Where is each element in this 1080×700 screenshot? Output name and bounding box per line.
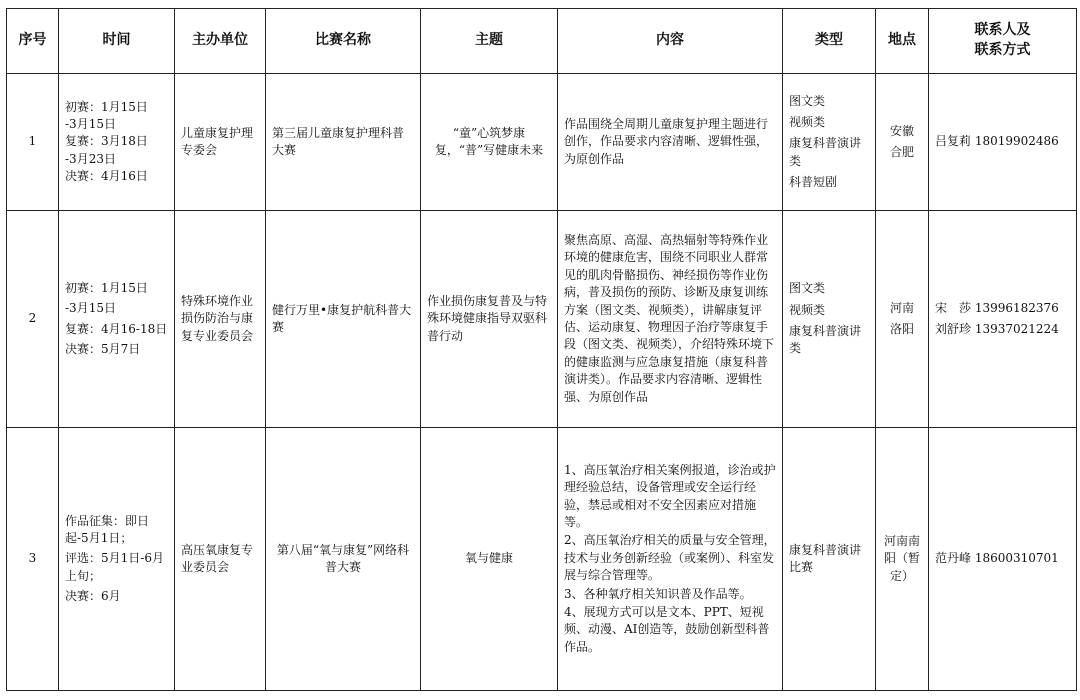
header-time: 时间 xyxy=(59,9,175,74)
content-item: 1、高压氧治疗相关案例报道，诊治或护理经验总结，设备管理或安全运行经验，禁忌或相对不安全因素应对措施等。 xyxy=(564,462,776,530)
cell-location xyxy=(876,428,929,691)
location-line: 河南南阳（暂定） xyxy=(883,533,920,583)
header-type: 类型 xyxy=(783,9,876,74)
contact-line: 刘舒珍 13937021224 xyxy=(935,322,1059,336)
type-item: 图文类 xyxy=(789,93,826,108)
cell-content xyxy=(558,428,783,691)
table-row xyxy=(7,428,1077,691)
cell-theme: 作业损伤康复普及与特殊环境健康指导双驱科普行动 xyxy=(421,211,558,428)
table-row xyxy=(7,211,1077,428)
time-line: 评选：5月1日-6月上旬； xyxy=(65,551,164,583)
location-line: 河南 xyxy=(889,300,914,315)
cell-organizer: 特殊环境作业损伤防治与康复专业委员会 xyxy=(175,211,266,428)
location-line: 合肥 xyxy=(889,145,914,159)
location-line: 洛阳 xyxy=(889,322,914,336)
cell-name: 健行万里•康复护航科普大赛 xyxy=(266,211,421,428)
time-line: -3月23日 xyxy=(65,151,116,166)
type-item: 康复科普演讲类 xyxy=(789,136,862,168)
time-line: -3月15日 xyxy=(65,301,116,316)
cell-location xyxy=(876,74,929,211)
cell-time xyxy=(59,428,175,691)
cell-location xyxy=(876,211,929,428)
time-line: 初赛：1月15日 xyxy=(65,280,148,295)
time-line: 复赛：3月18日 xyxy=(65,134,148,149)
competition-table xyxy=(6,8,1077,691)
header-contact-line2: 联系方式 xyxy=(974,42,1031,58)
contact-line: 宋 莎 13996182376 xyxy=(935,300,1059,315)
type-item: 图文类 xyxy=(789,281,826,296)
contact-line: 吕复莉 18019902486 xyxy=(935,134,1059,149)
time-line: 决赛：4月16日 xyxy=(65,169,148,184)
cell-time xyxy=(59,74,175,211)
time-line: 初赛：1月15日 xyxy=(65,99,148,114)
cell-no: 1 xyxy=(7,74,59,211)
time-line: 决赛：5月7日 xyxy=(65,341,141,356)
contact-line: 范丹峰 18600310701 xyxy=(935,551,1059,566)
cell-type xyxy=(783,211,876,428)
cell-content: 作品围绕全周期儿童康复护理主题进行创作，作品要求内容清晰、逻辑性强，为原创作品 xyxy=(558,74,783,211)
type-item: 康复科普演讲比赛 xyxy=(789,542,862,574)
cell-contact xyxy=(929,211,1077,428)
header-contact xyxy=(929,9,1077,74)
time-line: -3月15日 xyxy=(65,116,116,131)
cell-no: 2 xyxy=(7,211,59,428)
type-item: 康复科普演讲类 xyxy=(789,324,862,356)
cell-organizer: 高压氧康复专业委员会 xyxy=(175,428,266,691)
header-no: 序号 xyxy=(7,9,59,74)
type-item: 视频类 xyxy=(789,114,826,129)
cell-type xyxy=(783,428,876,691)
header-organizer: 主办单位 xyxy=(175,9,266,74)
cell-organizer: 儿童康复护理专委会 xyxy=(175,74,266,211)
header-contact-line1: 联系人及 xyxy=(974,22,1031,39)
header-theme: 主题 xyxy=(421,9,558,74)
header-location: 地点 xyxy=(876,9,929,74)
header-name: 比赛名称 xyxy=(266,9,421,74)
type-item: 视频类 xyxy=(789,302,826,317)
type-item: 科普短剧 xyxy=(789,175,838,190)
cell-contact xyxy=(929,74,1077,211)
cell-theme: 氧与健康 xyxy=(421,428,558,691)
cell-theme: “童”心筑梦康复，“普”写健康未来 xyxy=(421,74,558,211)
content-item: 2、高压氧治疗相关的质量与安全管理，技术与业务创新经验（或案例）、科室发展与综合管理等。 xyxy=(564,533,776,583)
cell-type xyxy=(783,74,876,211)
cell-content: 聚焦高原、高湿、高热辐射等特殊作业环境的健康危害，围绕不同职业人群常见的肌肉骨骼损伤、神经损伤等作业伤病，普及损伤的预防、诊断及康复训练方案（图文类、视频类），讲解康复评估、运动康复、物理因子治疗等康复手段（图文类、视频类），介绍特殊环境下的健康监测与应急康复措施（康复科普演讲类）。作品要求内容清晰、逻辑性强、为原创作品 xyxy=(558,211,783,428)
content-item: 4、展现方式可以是文本、PPT、短视频、动漫、AI创造等，鼓励创新型科普作品。 xyxy=(564,604,770,654)
time-line: 决赛：6月 xyxy=(65,589,121,604)
content-item: 3、各种氧疗相关知识普及作品等。 xyxy=(564,586,752,601)
cell-time xyxy=(59,211,175,428)
cell-no: 3 xyxy=(7,428,59,691)
header-row xyxy=(7,9,1077,74)
cell-name: 第八届“氧与康复”网络科普大赛 xyxy=(266,428,421,691)
cell-name: 第三届儿童康复护理科普大赛 xyxy=(266,74,421,211)
cell-contact xyxy=(929,428,1077,691)
time-line: 作品征集：即日起-5月1日； xyxy=(65,513,150,545)
time-line: 复赛：4月16-18日 xyxy=(65,321,168,336)
location-line: 安徽 xyxy=(889,123,914,138)
header-content: 内容 xyxy=(558,9,783,74)
table-row xyxy=(7,74,1077,211)
